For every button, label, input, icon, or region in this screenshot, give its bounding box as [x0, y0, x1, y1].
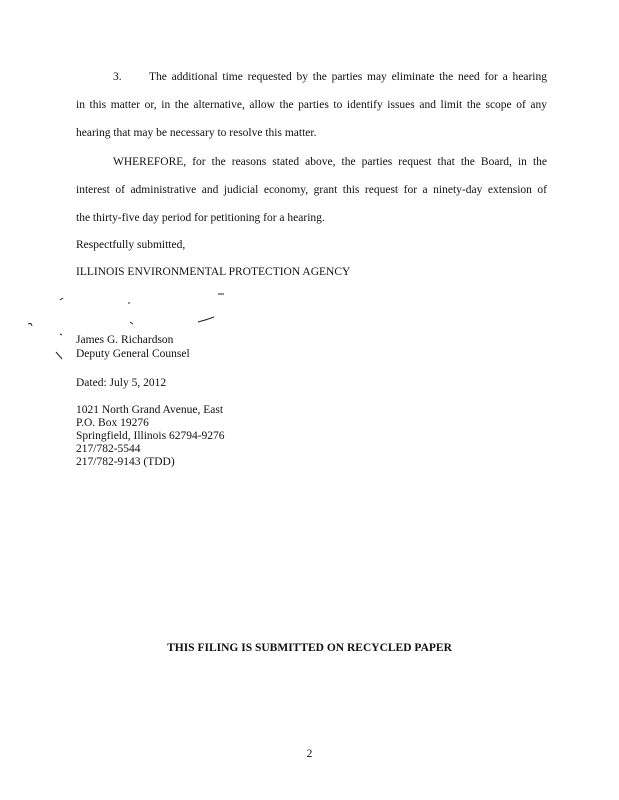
closing: Respectfully submitted,	[76, 239, 186, 251]
wherefore-line-1: WHEREFORE, for the reasons stated above, the parties request that the Board, in the	[113, 156, 547, 168]
paragraph-3-line-1: The additional time requested by the parties may eliminate the need for a hearing	[149, 71, 547, 83]
address-line: 217/782-5544	[76, 443, 141, 455]
address-line: Springfield, Illinois 62794-9276	[76, 430, 225, 442]
address-block	[76, 404, 225, 469]
address-line: P.O. Box 19276	[76, 417, 149, 429]
page-number: 2	[306, 748, 313, 760]
wherefore-line-2: interest of administrative and judicial economy, grant this request for a ninety-day extension of	[76, 184, 547, 196]
paragraph-number: 3.	[113, 71, 122, 83]
agency-name: ILLINOIS ENVIRONMENTAL PROTECTION AGENCY	[76, 266, 351, 278]
paragraph-3-line-2: in this matter or, in the alternative, allow the parties to identify issues and limit the scope of any	[76, 99, 547, 111]
signer-title: Deputy General Counsel	[76, 348, 190, 360]
wherefore-line-3: the thirty-five day period for petitioning for a hearing.	[76, 212, 325, 224]
paragraph-3-line-3: hearing that may be necessary to resolve this matter.	[76, 127, 317, 139]
signer-name: James G. Richardson	[76, 334, 174, 346]
address-line: 217/782-9143 (TDD)	[76, 456, 175, 468]
dated-line: Dated: July 5, 2012	[76, 377, 167, 389]
address-line: 1021 North Grand Avenue, East	[76, 404, 224, 416]
recycled-paper-footer: THIS FILING IS SUBMITTED ON RECYCLED PAPER	[167, 642, 452, 654]
